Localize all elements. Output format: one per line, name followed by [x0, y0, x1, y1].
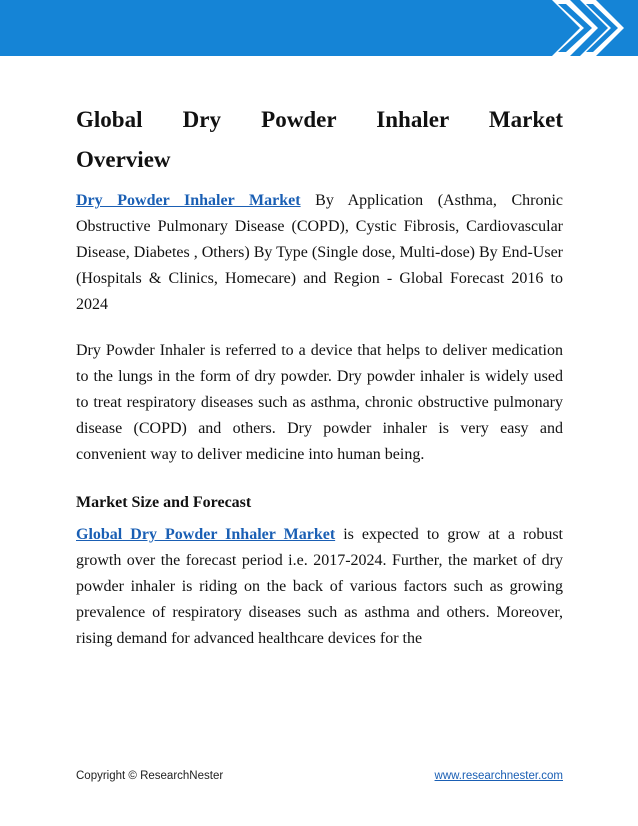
- double-chevron-right-icon: [530, 0, 638, 56]
- forecast-paragraph: [76, 522, 563, 652]
- global-market-link[interactable]: Global Dry Powder Inhaler Market: [76, 526, 336, 543]
- forecast-text: is expected to grow at a robust growth over the forecast period i.e. 2017-2024. Further, the market of dry powder inhaler is riding on the back of various factors such as growing prevalence of respiratory diseases such as asthma and others. Moreover, rising demand for advanced healthcare devices for the: [76, 526, 564, 647]
- page-footer: [76, 770, 563, 790]
- title-line-1: Global Dry Powder Inhaler Market: [76, 107, 563, 132]
- header-banner: [0, 0, 638, 56]
- market-link[interactable]: Dry Powder Inhaler Market: [76, 192, 301, 209]
- section-heading: Market Size and Forecast: [76, 494, 252, 511]
- copyright-text: Copyright © ResearchNester: [76, 770, 224, 782]
- description-paragraph: Dry Powder Inhaler is referred to a device that helps to deliver medication to the lungs in the form of dry powder. Dry powder inhaler is widely used to treat respiratory diseases such as asthma, chronic obstructive pulmonary disease (COPD) and others. Dry powder inhaler is very easy and convenient way to deliver medicine into human being.: [76, 342, 563, 463]
- title-line-2: Overview: [76, 147, 171, 172]
- document-body: [76, 100, 563, 652]
- intro-text: By Application (Asthma, Chronic Obstructive Pulmonary Disease (COPD), Cystic Fibrosis, Cardiovascular Disease, Diabetes , Others) By Type (Single dose, Multi-dose) By End-User (Hospitals & Clinics, Homecare) and Region - Global Forecast 2016 to 2024: [76, 192, 563, 313]
- page-title: [76, 100, 563, 180]
- website-link[interactable]: www.researchnester.com: [434, 770, 563, 782]
- intro-paragraph: [76, 188, 563, 318]
